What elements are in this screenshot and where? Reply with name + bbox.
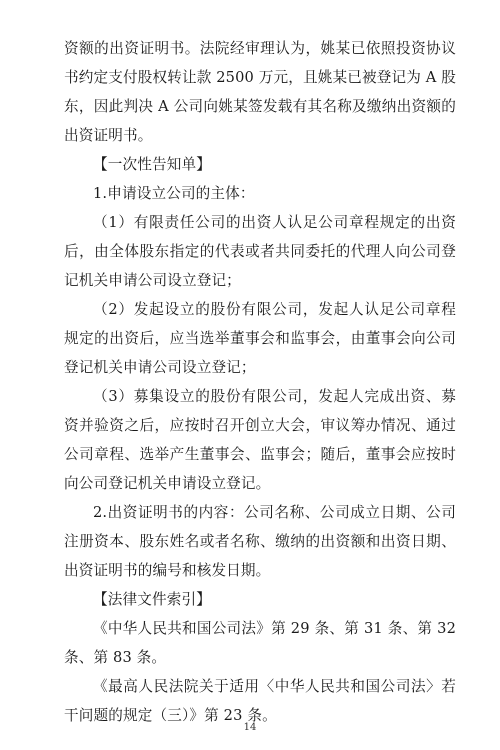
paragraph-interpretation-ref: 《最高人民法院关于适用〈中华人民共和国公司法〉若干问题的规定（三）》第 23 条。 xyxy=(64,678,456,724)
page-number: 14 xyxy=(243,722,257,733)
paragraph-notice-heading: 【一次性告知单】 xyxy=(93,156,211,173)
paragraph-legal-index-heading: 【法律文件索引】 xyxy=(93,591,211,608)
paragraph-subject-subscription: （3）募集设立的股份有限公司，发起人完成出资、募资并验资之后，应按时召开创立大会，审议筹办情况、通过公司章程、选举产生董事会、监事会；随后，董事会应按时向公司登记机关申请设立登记。 xyxy=(64,388,456,492)
paragraph-subject-heading: 1.申请设立公司的主体： xyxy=(93,185,255,202)
paragraph-case-conclusion: 资额的出资证明书。法院经审理认为，姚某已依照投资协议书约定支付股权转让款 2500 万元，且姚某已被登记为 A 股东，因此判决 A 公司向姚某签发载有其名称及缴纳出资额的出资证明书。 xyxy=(64,40,456,144)
document-body xyxy=(64,34,456,730)
paragraph-certificate-content: 2.出资证明书的内容：公司名称、公司成立日期、公司注册资本、股东姓名或者名称、缴纳的出资额和出资日期、出资证明书的编号和核发日期。 xyxy=(64,504,456,579)
paragraph-subject-promotion: （2）发起设立的股份有限公司，发起人认足公司章程规定的出资后，应当选举董事会和监事会，由董事会向公司登记机关申请公司设立登记； xyxy=(64,301,456,376)
paragraph-company-law-ref: 《中华人民共和国公司法》第 29 条、第 31 条、第 32 条、第 83 条。 xyxy=(64,620,456,666)
paragraph-subject-llc: （1）有限责任公司的出资人认足公司章程规定的出资后，由全体股东指定的代表或者共同委托的代理人向公司登记机关申请公司设立登记； xyxy=(64,214,456,289)
